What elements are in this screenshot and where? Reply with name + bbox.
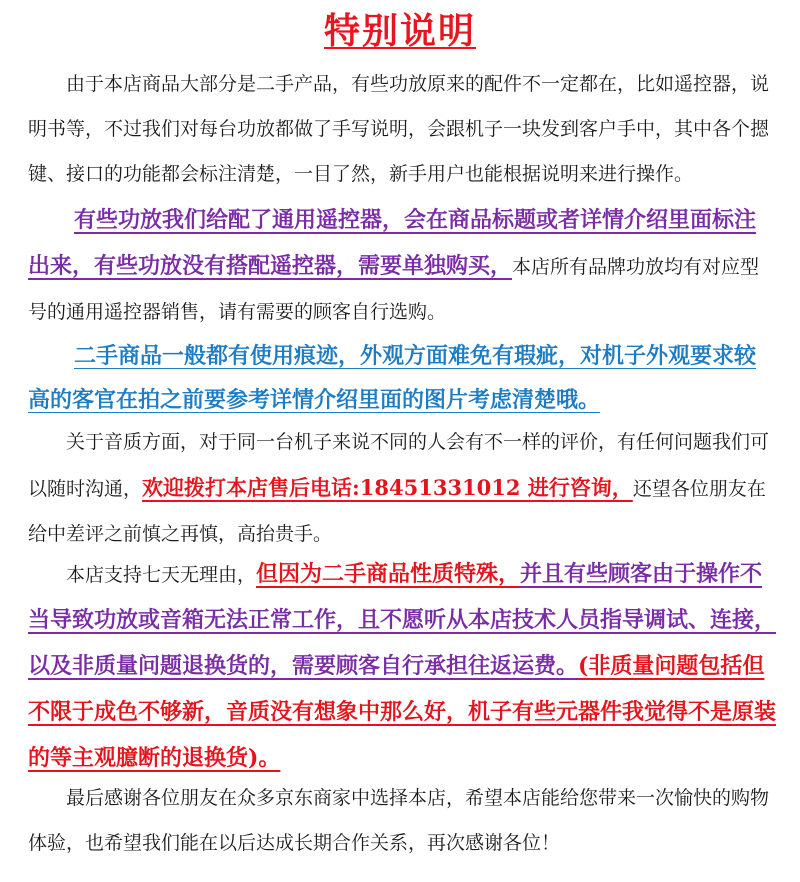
return-policy-special: 但因为二手商品性质特殊， [256,561,521,587]
paragraph-appearance: 二手商品一般都有使用痕迹，外观方面难免有瑕疵，对机子外观要求较高的客官在拍之前要参考详情介绍里面的图片考虑清楚哦。 [28,343,757,413]
paragraph-accessories: 由于本店商品大部分是二手产品，有些功放原来的配件不一定都在，比如遥控器，说明书等，不过我们对每台功放都做了手写说明，会跟机子一块发到客户手中，其中各个摁键、接口的功能都会标注清楚，一目了然，新手用户也能根据说明来进行操作。 [28,73,770,185]
paragraph-return-policy [28,552,776,782]
sound-quality-text: 关于音质方面，对于同一台机子来说不同的人会有不一样的评价，有任何问题我们可以随时沟通， [28,431,770,500]
sound-quality-request: 还望各位朋友在给中差评之前慎之再慎，高抬贵手。 [28,478,766,545]
remote-control-highlight: 有些功放我们给配了通用遥控器，会在商品标题或者详情介绍里面标注出来，有些功放没有搭配遥控器，需要单独购买， [28,207,757,279]
remote-control-note: 本店所有品牌功放均有对应型号的通用遥控器销售，请有需要的顾客自行选购。 [28,256,760,323]
page-title: 特别说明 [323,11,476,52]
paragraph-thanks: 最后感谢各位朋友在众多京东商家中选择本店，希望本店能给您带来一次愉快的购物体验，也希望我们能在以后达成长期合作关系，再次感谢各位！ [28,787,770,854]
after-sales-phone: 欢迎拨打本店售后电话:18451331012 进行咨询， [142,475,633,500]
return-policy-intro: 本店支持七天无理由， [66,564,257,586]
return-policy-non-quality: (非质量问题包括但不限于成色不够新，音质没有想象中那么好，机子有些元器件我觉得不是原装的等主观臆断的退换货)。 [28,653,777,771]
paragraph-remote-control [28,198,776,335]
return-policy-shipping: 并且有些顾客由于操作不当导致功放或音箱无法正常工作，且不愿听从本店技术人员指导调试、连接，以及非质量问题退换货的，需要顾客自行承担往返运费。 [28,561,777,679]
paragraph-sound-quality [28,420,776,557]
